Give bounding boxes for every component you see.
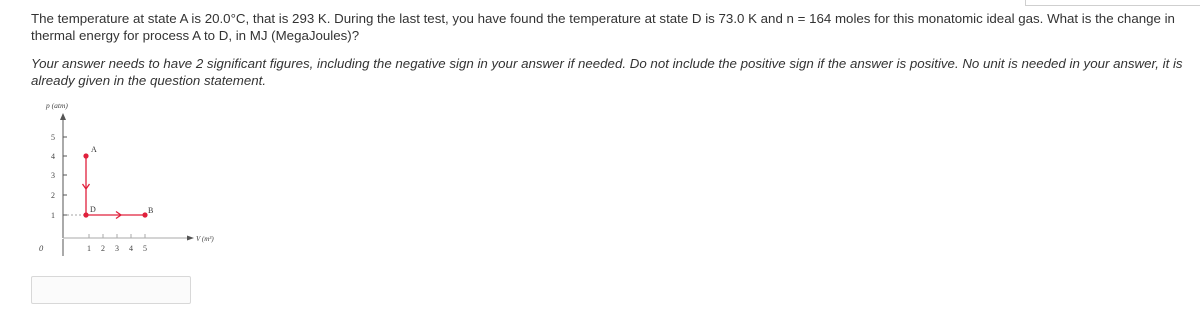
top-panel-edge — [1025, 0, 1200, 6]
point-a-marker — [83, 153, 88, 158]
point-b-label: B — [148, 206, 154, 215]
answer-instructions: Your answer needs to have 2 significant figures, including the negative sign in your answer if needed. Do not include the positive sign if the answer is positive. No unit is needed in your answer, it is already given in the question statement. — [31, 56, 1183, 88]
y-axis-label: p (atm) — [46, 101, 68, 110]
x-tick-label: 3 — [115, 244, 119, 253]
origin-label: 0 — [39, 243, 44, 253]
y-ticks — [63, 137, 67, 215]
point-d-marker — [83, 212, 88, 217]
y-tick-label: 5 — [51, 133, 55, 142]
y-tick-label: 4 — [51, 152, 55, 161]
point-d-label: D — [90, 205, 96, 214]
x-axis-arrow — [187, 236, 194, 241]
answer-input[interactable] — [31, 276, 191, 304]
point-a-label: A — [91, 145, 97, 154]
x-axis-label: V (m³) — [196, 235, 214, 243]
x-tick-label: 4 — [129, 244, 133, 253]
x-tick-label: 1 — [87, 244, 91, 253]
y-axis-arrow — [60, 113, 66, 120]
y-tick-label: 1 — [51, 211, 55, 220]
point-b-marker — [142, 212, 147, 217]
question-text: The temperature at state A is 20.0°C, that is 293 K. During the last test, you have found the temperature at state D is 73.0 K and n = 164 moles for this monatomic ideal gas. What is the change in thermal energy for process A to D, in MJ (MegaJoules)? — [31, 11, 1175, 43]
y-tick-label: 3 — [51, 171, 55, 180]
pv-diagram — [30, 98, 260, 263]
x-ticks — [89, 234, 145, 238]
y-tick-label: 2 — [51, 191, 55, 200]
x-tick-label: 5 — [143, 244, 147, 253]
x-tick-label: 2 — [101, 244, 105, 253]
